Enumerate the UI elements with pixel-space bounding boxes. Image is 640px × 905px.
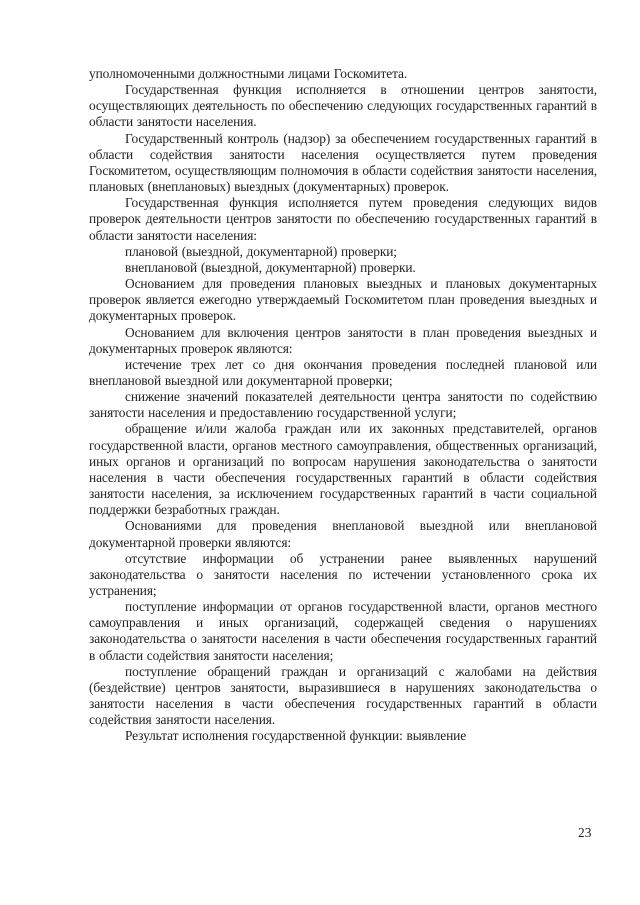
paragraph-3: Государственный контроль (надзор) за обеспечением государственных гарантий в области содействия занятости населения осуществляется путем проведения Госкомитетом, осуществляющим полномочия в области содействия занятости населения, плановых (внеплановых) выездных (документарных) проверок.	[89, 130, 597, 195]
list-item-complaints: обращение и/или жалоба граждан или их законных представителей, органов государственной власти, органов местного самоуправления, общественных организаций, иных органов и организаций по вопросам нарушения законодательства о занятости населения в части обеспечения государственных гарантий в области содействия занятости населения, за исключением государственных гарантий в части социальной поддержки безработных граждан.	[89, 421, 597, 518]
paragraph-8: Основанием для включения центров занятости в план проведения выездных и документарных проверок являются:	[89, 324, 597, 356]
list-item-indicators-decrease: снижение значений показателей деятельности центра занятости по содействию занятости населения и предоставлению государственной услуги;	[89, 389, 597, 421]
paragraph-2: Государственная функция исполняется в отношении центров занятости, осуществляющих деятельность по обеспечению следующих государственных гарантий в области занятости населения.	[89, 82, 597, 130]
list-item-no-information: отсутствие информации об устранении ранее выявленных нарушений законодательства о занятости населения по истечении установленного срока их устранения;	[89, 550, 597, 598]
paragraph-1: уполномоченными должностными лицами Госкомитета.	[89, 66, 408, 81]
paragraph-12: Основаниями для проведения внеплановой выездной или внеплановой документарной проверки являются:	[89, 518, 597, 550]
paragraph-4: Государственная функция исполняется путем проведения следующих видов проверок деятельности центров занятости по обеспечению государственных гарантий в области занятости населения:	[89, 195, 597, 243]
list-item-planned-check: плановой (выездной, документарной) проверки;	[125, 243, 397, 259]
list-item-citizen-appeals: поступление обращений граждан и организаций с жалобами на действия (бездействие) центров занятости, выразившиеся в нарушениях законодательства о занятости населения в части обеспечения государственных гарантий в области содействия занятости населения.	[89, 663, 597, 728]
paragraph-16: Результат исполнения государственной функции: выявление	[125, 728, 467, 744]
paragraph-7: Основанием для проведения плановых выездных и плановых документарных проверок является ежегодно утверждаемый Госкомитетом план проведения выездных и документарных проверок.	[89, 276, 597, 324]
list-item-unplanned-check: внеплановой (выездной, документарной) проверки.	[125, 259, 416, 275]
list-item-authority-information: поступление информации от органов государственной власти, органов местного самоуправления и иных организаций, содержащей сведения о нарушениях законодательства о занятости населения в части обеспечения государственных гарантий в области содействия занятости населения;	[89, 599, 597, 663]
list-item-three-years: истечение трех лет со дня окончания проведения последней плановой или внеплановой выездной или документарной проверки;	[89, 356, 597, 388]
page-number: 23	[578, 825, 592, 840]
document-text-body	[89, 66, 597, 745]
